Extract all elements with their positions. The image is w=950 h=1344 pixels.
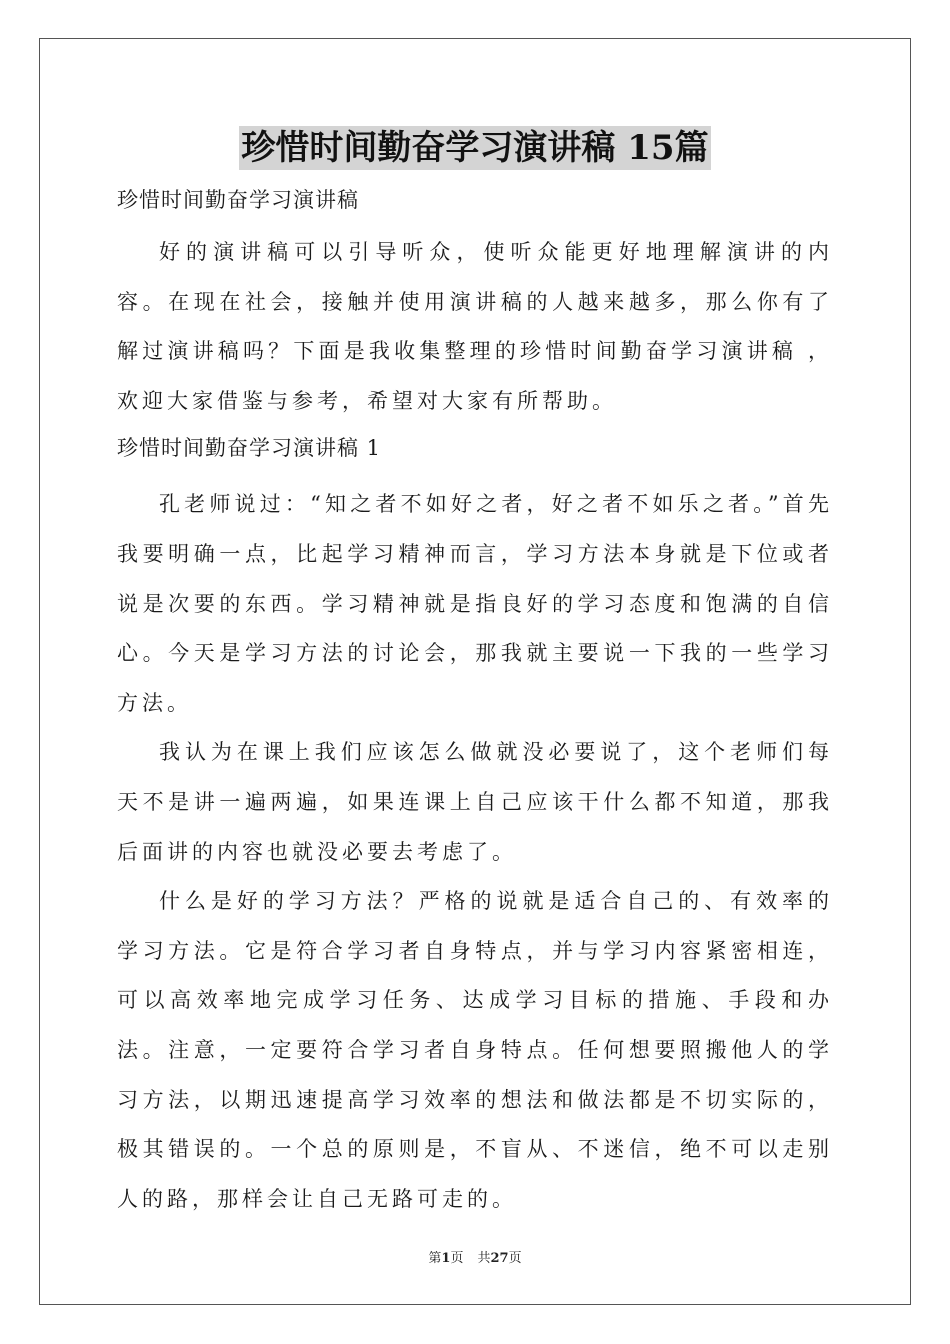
page-total: 27: [490, 1251, 509, 1266]
page-number: 1: [441, 1251, 451, 1266]
page-prefix: 第: [428, 1251, 442, 1266]
total-prefix: 共: [477, 1251, 491, 1266]
page-unit: 页: [450, 1251, 464, 1266]
title-area: [0, 126, 950, 170]
page-footer: [0, 1247, 950, 1266]
document-body: [117, 178, 833, 1224]
total-unit: 页: [508, 1251, 522, 1266]
section-heading: 珍惜时间勤奋学习演讲稿 1: [117, 436, 382, 461]
document-title: 珍惜时间勤奋学习演讲稿 15篇: [241, 128, 709, 168]
body-paragraph-1: 孔老师说过：“知之者不如好之者，好之者不如乐之者。”首先我要明确一点，比起学习精神而言，学习方法本身就是下位或者说是次要的东西。学习精神就是指良好的学习态度和饱满的自信心。今天是学习方法的讨论会，那我就主要说一下我的一些学习方法。: [117, 492, 833, 715]
body-paragraph-2: 我认为在课上我们应该怎么做就没必要说了，这个老师们每天不是讲一遍两遍，如果连课上自己应该干什么都不知道，那我后面讲的内容也就没必要去考虑了。: [117, 740, 833, 864]
body-paragraph-3: 什么是好的学习方法？严格的说就是适合自己的、有效率的学习方法。它是符合学习者自身特点，并与学习内容紧密相连，可以高效率地完成学习任务、达成学习目标的措施、手段和办法。注意，一定要符合学习者自身特点。任何想要照搬他人的学习方法，以期迅速提高学习效率的想法和做法都是不切实际的，极其错误的。一个总的原则是，不盲从、不迷信，绝不可以走别人的路，那样会让自己无路可走的。: [117, 889, 833, 1211]
document-subtitle: 珍惜时间勤奋学习演讲稿: [117, 188, 359, 212]
intro-paragraph: 好的演讲稿可以引导听众，使听众能更好地理解演讲的内容。在现在社会，接触并使用演讲稿的人越来越多，那么你有了解过演讲稿吗？下面是我收集整理的珍惜时间勤奋学习演讲稿 ，欢迎大家借鉴与参考，希望对大家有所帮助。: [117, 240, 833, 413]
